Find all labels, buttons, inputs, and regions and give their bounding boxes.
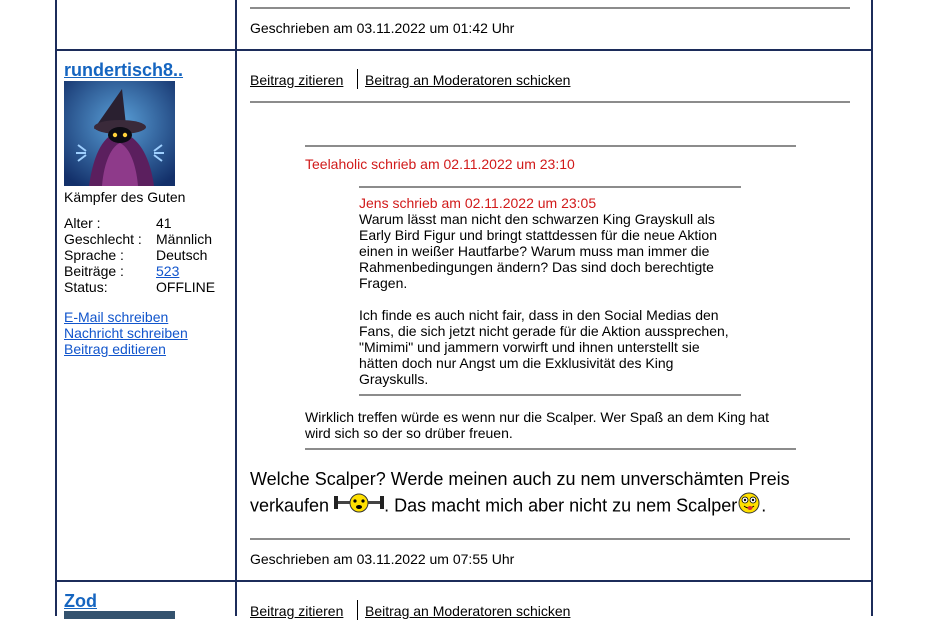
actions-rule (250, 101, 850, 103)
post-body (250, 467, 790, 521)
text-line: Early Bird Figur und bringt stattdessen für die neue Aktion (359, 227, 717, 243)
inner-quote-paragraph-1 (359, 211, 717, 291)
table-border-right (871, 0, 873, 616)
text-line: Rahmenbedingungen ändern? Das sind doch berechtigte (359, 259, 714, 275)
label-gender: Geschlecht : (64, 231, 142, 247)
row-divider-2 (55, 580, 873, 582)
label-age: Alter : (64, 215, 101, 231)
value-status: OFFLINE (156, 279, 216, 295)
text-line: Fans, die sich jetzt nicht gerade für die Aktion aussprechen, (359, 323, 729, 339)
tongue-smiley-icon (737, 492, 761, 521)
row-divider-1 (55, 49, 873, 51)
post-body-line-2 (250, 492, 790, 521)
label-posts: Beiträge : (64, 263, 124, 279)
post-body-text-b: . Das macht mich aber nicht zu nem Scalper (384, 495, 738, 516)
label-language: Sprache : (64, 247, 124, 263)
edit-post-link[interactable]: Beitrag editieren (64, 341, 166, 357)
value-age: 41 (156, 215, 172, 231)
text-line: Ich finde es auch nicht fair, dass in den Social Medias den (359, 307, 719, 323)
outer-quote-header: Teelaholic schrieb am 02.11.2022 um 23:10 (305, 156, 575, 172)
label-status: Status: (64, 279, 108, 295)
text-line: wird sich so der so drüber freuen. (305, 425, 513, 441)
inner-quote-header: Jens schrieb am 02.11.2022 um 23:05 (359, 195, 597, 211)
text-line: "Mimimi" und jammern vorwirft und ihnen unterstellt sie (359, 339, 700, 355)
column-divider (235, 0, 237, 616)
value-language: Deutsch (156, 247, 208, 263)
post-timestamp: Geschrieben am 03.11.2022 um 07:55 Uhr (250, 551, 515, 567)
text-line: einen in weißer Hautfarbe? Warum muss man immer die (359, 243, 710, 259)
outer-quote-bottom-rule (305, 448, 796, 450)
avatar-wizard-image (64, 81, 175, 186)
post-body-text-c: . (761, 495, 767, 516)
text-line: hätten doch nur Angst um die Exklusivität des King (359, 355, 674, 371)
user-rank: Kämpfer des Guten (64, 189, 186, 205)
next-quote-post-link[interactable]: Beitrag zitieren (250, 603, 344, 619)
action-separator (357, 69, 358, 89)
inner-quote-bottom-rule (359, 394, 741, 396)
prev-post-footer-rule (250, 7, 850, 9)
inner-quote-top-rule (359, 186, 741, 188)
post-body-line-1: Welche Scalper? Werde meinen auch zu nem unverschämten Preis (250, 469, 790, 489)
next-report-post-link[interactable]: Beitrag an Moderatoren schicken (365, 603, 571, 619)
posts-count-link[interactable]: 523 (156, 263, 180, 279)
next-action-separator (357, 600, 358, 620)
inner-quote-paragraph-2 (359, 307, 729, 387)
email-link[interactable]: E-Mail schreiben (64, 309, 169, 325)
outer-quote-top-rule (305, 145, 796, 147)
text-line: Grayskulls. (359, 371, 429, 387)
value-gender: Männlich (156, 231, 213, 247)
text-line: Warum lässt man nicht den schwarzen King Grayskull als (359, 211, 715, 227)
quote-post-link[interactable]: Beitrag zitieren (250, 72, 344, 88)
text-line: Wirklich treffen würde es wenn nur die Scalper. Wer Spaß an dem King hat (305, 409, 770, 425)
prev-post-timestamp: Geschrieben am 03.11.2022 um 01:42 Uhr (250, 20, 515, 36)
next-avatar (64, 611, 175, 619)
post-footer-rule (250, 538, 850, 540)
message-link[interactable]: Nachricht schreiben (64, 325, 188, 341)
post-body-text-a: verkaufen (250, 495, 335, 516)
text-line: Fragen. (359, 275, 408, 291)
username-link[interactable]: rundertisch8.. (64, 60, 184, 80)
avatar (64, 81, 175, 186)
report-post-link[interactable]: Beitrag an Moderatoren schicken (365, 72, 571, 88)
table-border-left (55, 0, 57, 616)
dumbbell-smiley-icon (334, 492, 384, 521)
next-username-link[interactable]: Zod (64, 591, 97, 611)
outer-quote-reply (305, 409, 769, 441)
